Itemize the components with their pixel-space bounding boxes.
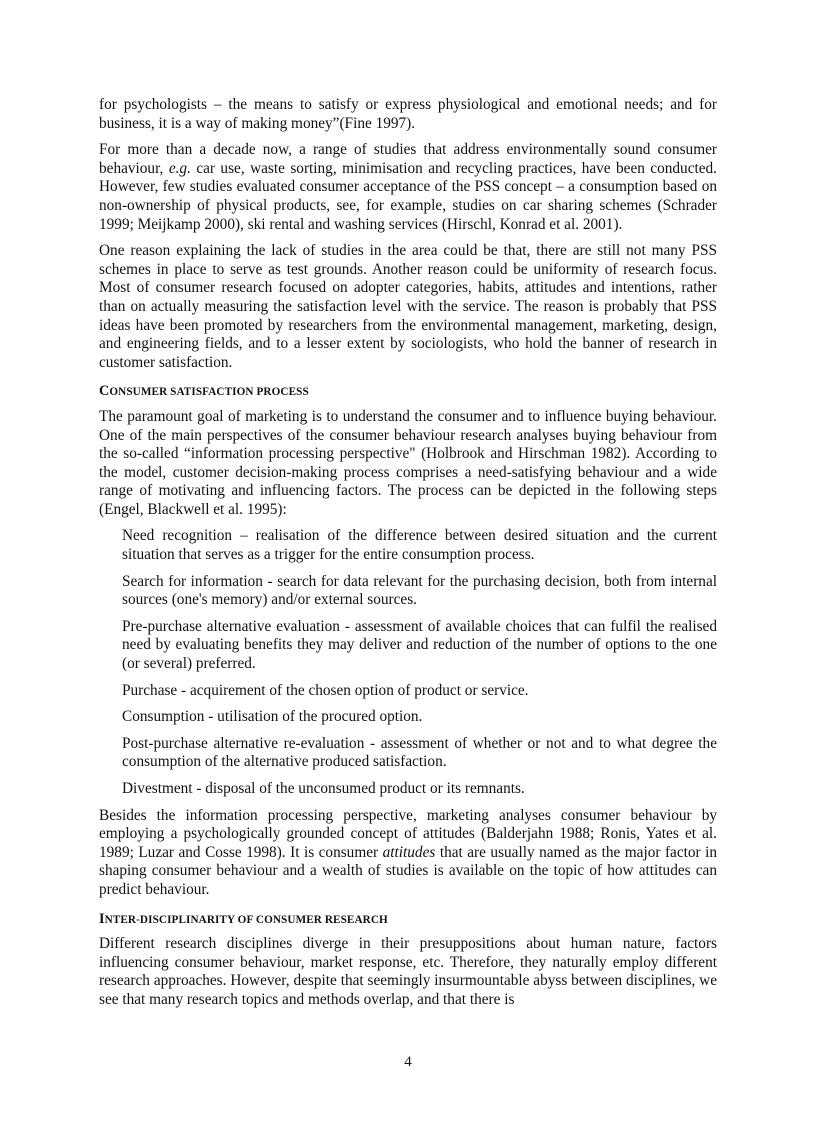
list-item: Divestment - disposal of the unconsumed product or its remnants. — [122, 780, 525, 797]
paragraph — [99, 807, 717, 900]
paragraph-text: that are usually named as the major factor in shaping consumer behaviour and a wealth of studies is available on the topic of how attitudes can predict behaviour. — [99, 843, 718, 898]
list-item: Need recognition – realisation of the difference between desired situation and the current situation that serves as a trigger for the entire consumption process. — [122, 527, 717, 564]
paragraph: One reason explaining the lack of studies in the area could be that, there are still not many PSS schemes in place to serve as test grounds. Another reason could be uniformity of research focus. Most of consumer research focused on adopter categories, habits, attitudes and intentions, rather than on actually measuring the satisfaction level with the service. The reason is probably that PSS ideas have been promoted by researchers from the environmental management, marketing, design, and engineering fields, and to a lesser extent by sociologists, who hold the banner of research in customer satisfaction. — [99, 242, 717, 371]
list-item: Post-purchase alternative re-evaluation - assessment of whether or not and to what degree the consumption of the alternative produced satisfaction. — [122, 734, 717, 771]
list-item: Purchase - acquirement of the chosen option of product or service. — [122, 681, 529, 699]
section-heading — [99, 910, 717, 930]
paragraph: for psychologists – the means to satisfy or express physiological and emotional needs; and for business, it is a way of making money”(Fine 1997). — [99, 96, 717, 132]
heading-text: NTER-DISCIPLINARITY OF CONSUMER RESEARCH — [104, 913, 388, 926]
page-number: 4 — [404, 1054, 412, 1070]
paragraph-text: car use, waste sorting, minimisation and recycling practices, have been conducted. However, few studies evaluated consumer acceptance of the PSS concept – a consumption based on non-ownership of physical products, see, for example, studies on car sharing schemes (Schrader 1999; Meijkamp 2000), ski rental and washing services (Hirschl, Konrad et al. 2001). — [99, 159, 717, 233]
list-item: Consumption - utilisation of the procured option. — [122, 708, 423, 726]
heading-initial: I — [99, 910, 105, 927]
paragraph: The paramount goal of marketing is to understand the consumer and to influence buying behaviour. One of the main perspectives of the consumer behaviour research analyses buying behaviour from the so-called “information processing perspective" (Holbrook and Hirschman 1982). According to the model, customer decision-making process comprises a need-satisfying behaviour and a wide range of motivating and influencing factors. The process can be depicted in the following steps (Engel, Blackwell et al. 1995): — [99, 407, 717, 518]
paragraph-text: For more than a decade now, a range of studies that address environmentally sound consumer behaviour, — [99, 141, 717, 177]
emphasis-text: e.g. — [168, 159, 191, 177]
list-item: Search for information - search for data relevant for the purchasing decision, both from internal sources (one's memory) and/or external sources. — [122, 572, 717, 609]
paragraph: Different research disciplines diverge in their presuppositions about human nature, factors influencing consumer behaviour, market response, etc. Therefore, they naturally employ different research approaches. However, despite that seemingly insurmountable abyss between disciplines, we see that many research topics and methods overlap, and that there is — [99, 935, 717, 1008]
emphasis-text: attitudes — [382, 843, 436, 861]
list-item: Pre-purchase alternative evaluation - assessment of available choices that can fulfil the realised need by evaluating benefits they may deliver and reduction of the number of options to the one (or several) preferred. — [122, 617, 717, 673]
process-steps-list — [99, 527, 717, 798]
paragraph — [99, 141, 717, 234]
document-page — [99, 96, 717, 1018]
section-heading — [99, 382, 717, 402]
paragraph-text: Besides the information processing perspective, marketing analyses consumer behaviour by employing a psychologically grounded concept of attitudes (Balderjahn 1988; Ronis, Yates et al. 1989; Luzar and Cosse 1998). It is consumer — [99, 806, 717, 861]
heading-text: ONSUMER SATISFACTION PROCESS — [109, 386, 309, 399]
heading-initial: C — [99, 383, 110, 400]
